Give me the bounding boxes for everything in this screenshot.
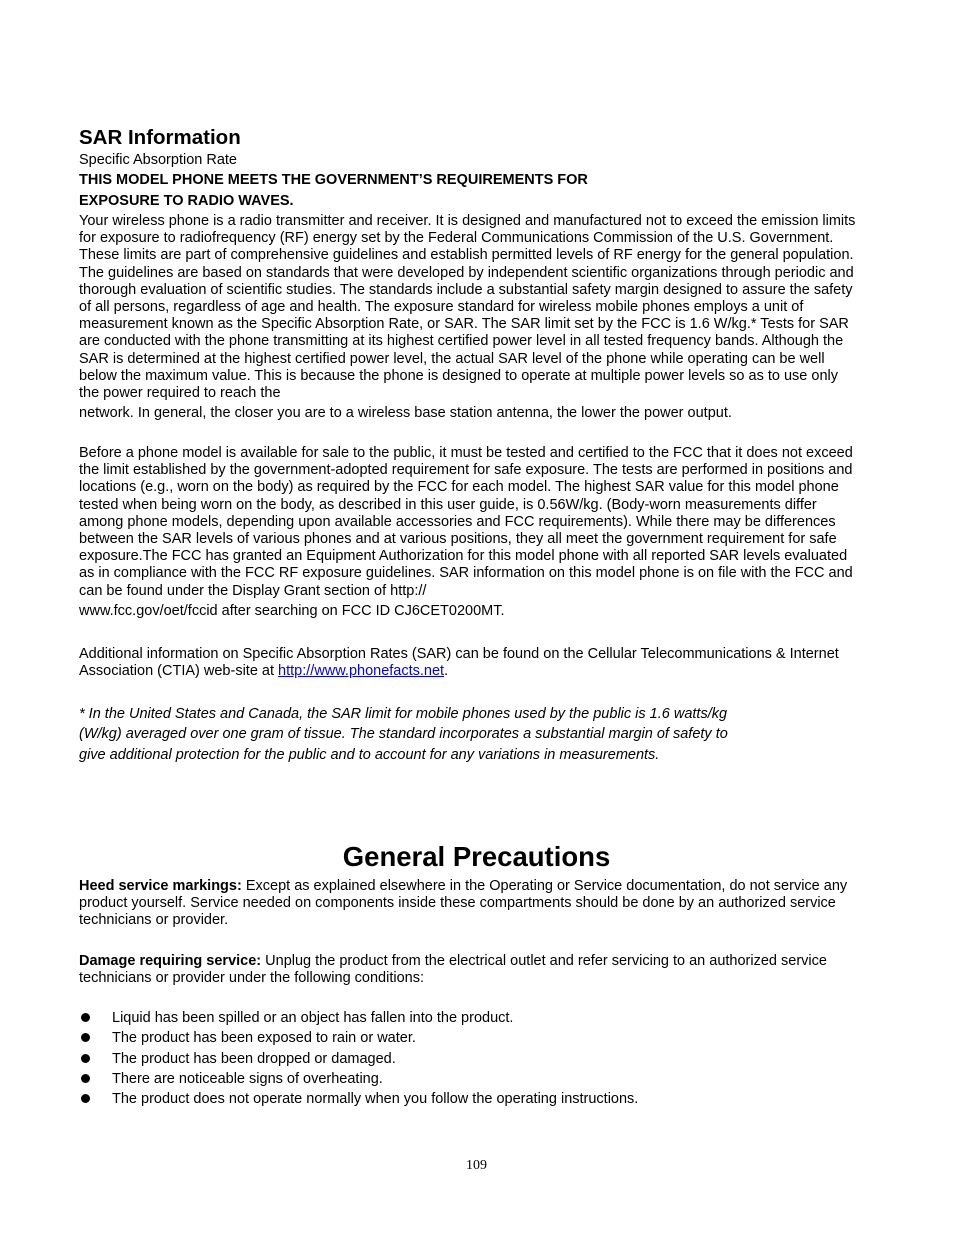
list-item — [79, 1028, 638, 1048]
damage-service-paragraph — [79, 953, 859, 987]
sar-footnote: * In the United States and Canada, the SAR limit for mobile phones used by the public is 1.6 watts/kg (W/kg) averaged over one gram of tissue. The standard incorporates a substantial margin of safety to give additional protection for the public and to account for any variations in measurements. — [79, 706, 728, 763]
bullet-icon — [81, 1054, 90, 1063]
list-item-text: The product does not operate normally when you follow the operating instructions. — [112, 1091, 639, 1108]
list-item — [79, 1089, 638, 1109]
general-precautions-title: General Precautions — [342, 841, 611, 872]
list-item-text: The product has been exposed to rain or water. — [112, 1030, 416, 1047]
bullet-icon — [81, 1013, 90, 1022]
sar-section-title: SAR Information — [79, 126, 241, 149]
damage-service-text: Unplug the product from the electrical outlet and refer servicing to an authorized service technicians or provider under the following conditions: — [79, 953, 827, 987]
list-item — [79, 1069, 638, 1089]
sar-paragraph-3 — [79, 646, 859, 680]
phonefacts-link[interactable]: http://www.phonefacts.net — [278, 663, 445, 680]
bullet-icon — [81, 1033, 90, 1042]
service-conditions-list — [79, 1008, 638, 1109]
sar-subtitle: Specific Absorption Rate — [79, 152, 237, 168]
sar-paragraph-2-last-line: www.fcc.gov/oet/fccid after searching on FCC ID CJ6CET0200MT. — [79, 602, 505, 619]
heed-service-label: Heed service markings: — [79, 878, 242, 894]
sar-paragraph-3-end: . — [444, 663, 449, 680]
list-item — [79, 1049, 638, 1069]
heed-service-paragraph — [79, 878, 859, 930]
sar-paragraph-1-last-line: network. In general, the closer you are to a wireless base station antenna, the lower the power output. — [79, 405, 732, 422]
list-item-text: The product has been dropped or damaged. — [112, 1050, 396, 1067]
compliance-heading-line1: THIS MODEL PHONE MEETS THE GOVERNMENT’S REQUIREMENTS FOR — [79, 172, 588, 188]
list-item-text: There are noticeable signs of overheating. — [112, 1070, 383, 1087]
list-item-text: Liquid has been spilled or an object has fallen into the product. — [112, 1010, 514, 1026]
sar-paragraph-2 — [79, 445, 859, 620]
sar-paragraph-1 — [79, 213, 859, 422]
list-item — [79, 1008, 638, 1028]
bullet-icon — [81, 1094, 90, 1103]
bullet-icon — [81, 1074, 90, 1083]
compliance-heading-line2: EXPOSURE TO RADIO WAVES. — [79, 193, 294, 209]
sar-paragraph-1-body: Your wireless phone is a radio transmitter and receiver. It is designed and manufactured not to exceed the emission limits for exposure to radiofrequency (RF) energy set by the Federal Communications Commission of the U.S. Government. These limits are part of comprehensive guidelines and establish permitted levels of RF energy for the general population. The guidelines are based on standards that were developed by independent scientific organizations through periodic and thorough evaluation of scientific studies. The standards include a substantial safety margin designed to assure the safety of all persons, regardless of age and health. The exposure standard for wireless mobile phones employs a unit of measurement known as the Specific Absorption Rate, or SAR. The SAR limit set by the FCC is 1.6 W/kg.* Tests for SAR are conducted with the phone transmitting at its highest certified power level in all tested frequency bands. Although the SAR is determined at the highest certified power level, the actual SAR level of the phone while operating can be well below the maximum value. This is because the phone is designed to operate at multiple power levels so as to use only the power required to reach the — [79, 213, 856, 402]
damage-service-label: Damage requiring service: — [79, 953, 262, 969]
sar-paragraph-3-text: Additional information on Specific Absorption Rates (SAR) can be found on the Cellular Telecommunications & Internet Association (CTIA) web-site at — [79, 646, 839, 680]
heed-service-text: Except as explained elsewhere in the Operating or Service documentation, do not service any product yourself. Service needed on components inside these compartments should be done by an authorized service technicians or provider. — [79, 878, 848, 929]
sar-paragraph-2-body: Before a phone model is available for sale to the public, it must be tested and certified to the FCC that it does not exceed the limit established by the government-adopted requirement for safe exposure. The tests are performed in positions and locations (e.g., worn on the body) as required by the FCC for each model. The highest SAR value for this model phone tested when being worn on the body, as described in this user guide, is 0.56W/kg. (Body-worn measurements differ among phone models, depending upon available accessories and FCC requirements). While there may be differences between the SAR levels of various phones and at various positions, they all meet the government requirement for safe exposure.The FCC has granted an Equipment Authorization for this model phone with all reported SAR levels evaluated as in compliance with the FCC RF exposure guidelines. SAR information on this model phone is on file with the FCC and can be found under the Display Grant section of http:// — [79, 445, 853, 599]
page-number: 109 — [466, 1158, 487, 1173]
